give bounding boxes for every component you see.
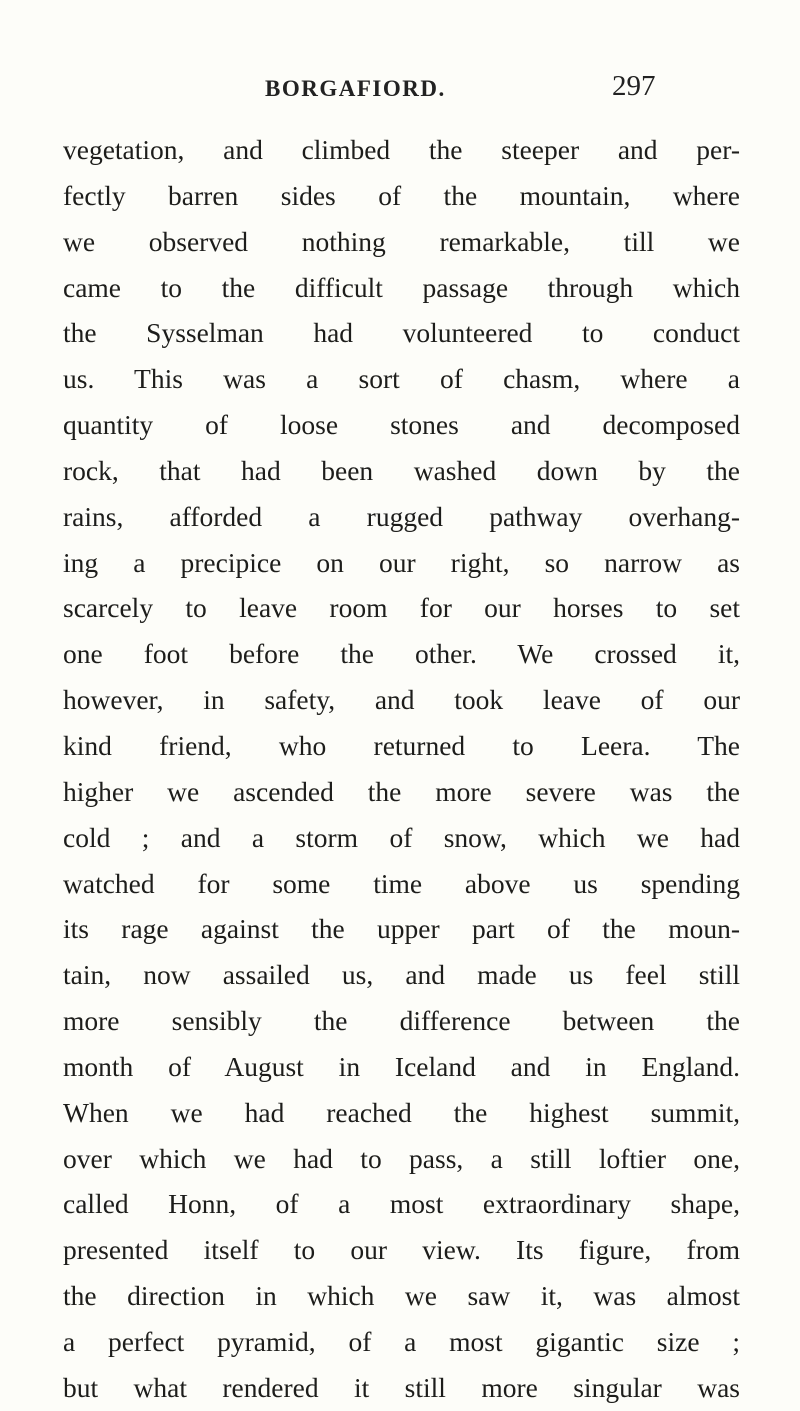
text-line: kind friend, who returned to Leera. The	[63, 729, 740, 761]
text-line: vegetation, and climbed the steeper and per-	[63, 134, 740, 165]
text-line: its rage against the upper part of the moun-	[63, 913, 740, 945]
text-line: tain, now assailed us, and made us feel still	[63, 959, 740, 991]
text-line: month of August in Iceland and in England.	[63, 1050, 740, 1082]
text-line: scarcely to leave room for our horses to set	[63, 592, 740, 624]
text-line: rock, that had been washed down by the	[63, 454, 740, 486]
page-number: 297	[612, 70, 656, 102]
text-line: the direction in which we saw it, was almost	[63, 1280, 740, 1312]
text-line: called Honn, of a most extraordinary shape,	[63, 1188, 740, 1220]
running-head	[0, 70, 800, 110]
text-line: ing a precipice on our right, so narrow as	[63, 546, 740, 578]
text-line: but what rendered it still more singular was	[63, 1371, 740, 1403]
text-line: the Sysselman had volunteered to conduct	[63, 317, 740, 349]
text-line: one foot before the other. We crossed it,	[63, 638, 740, 670]
text-line: watched for some time above us spending	[63, 867, 740, 899]
text-line: however, in safety, and took leave of our	[63, 684, 740, 716]
text-line: fectly barren sides of the mountain, where	[63, 179, 740, 211]
text-line: rains, afforded a rugged pathway overhang-	[63, 500, 740, 532]
text-line: over which we had to pass, a still loftier one,	[63, 1142, 740, 1174]
text-line: we observed nothing remarkable, till we	[63, 225, 740, 257]
text-line: quantity of loose stones and decomposed	[63, 409, 740, 441]
body-text	[63, 127, 740, 1411]
text-line: more sensibly the difference between the	[63, 1005, 740, 1037]
text-line: higher we ascended the more severe was the	[63, 775, 740, 807]
text-line: us. This was a sort of chasm, where a	[63, 363, 740, 395]
text-line: a perfect pyramid, of a most gigantic size ;	[63, 1325, 740, 1357]
text-line: cold ; and a storm of snow, which we had	[63, 821, 740, 853]
text-line: presented itself to our view. Its figure, from	[63, 1234, 740, 1266]
running-title: BORGAFIORD.	[265, 76, 446, 101]
text-line: When we had reached the highest summit,	[63, 1096, 740, 1128]
text-line: came to the difficult passage through which	[63, 271, 740, 303]
